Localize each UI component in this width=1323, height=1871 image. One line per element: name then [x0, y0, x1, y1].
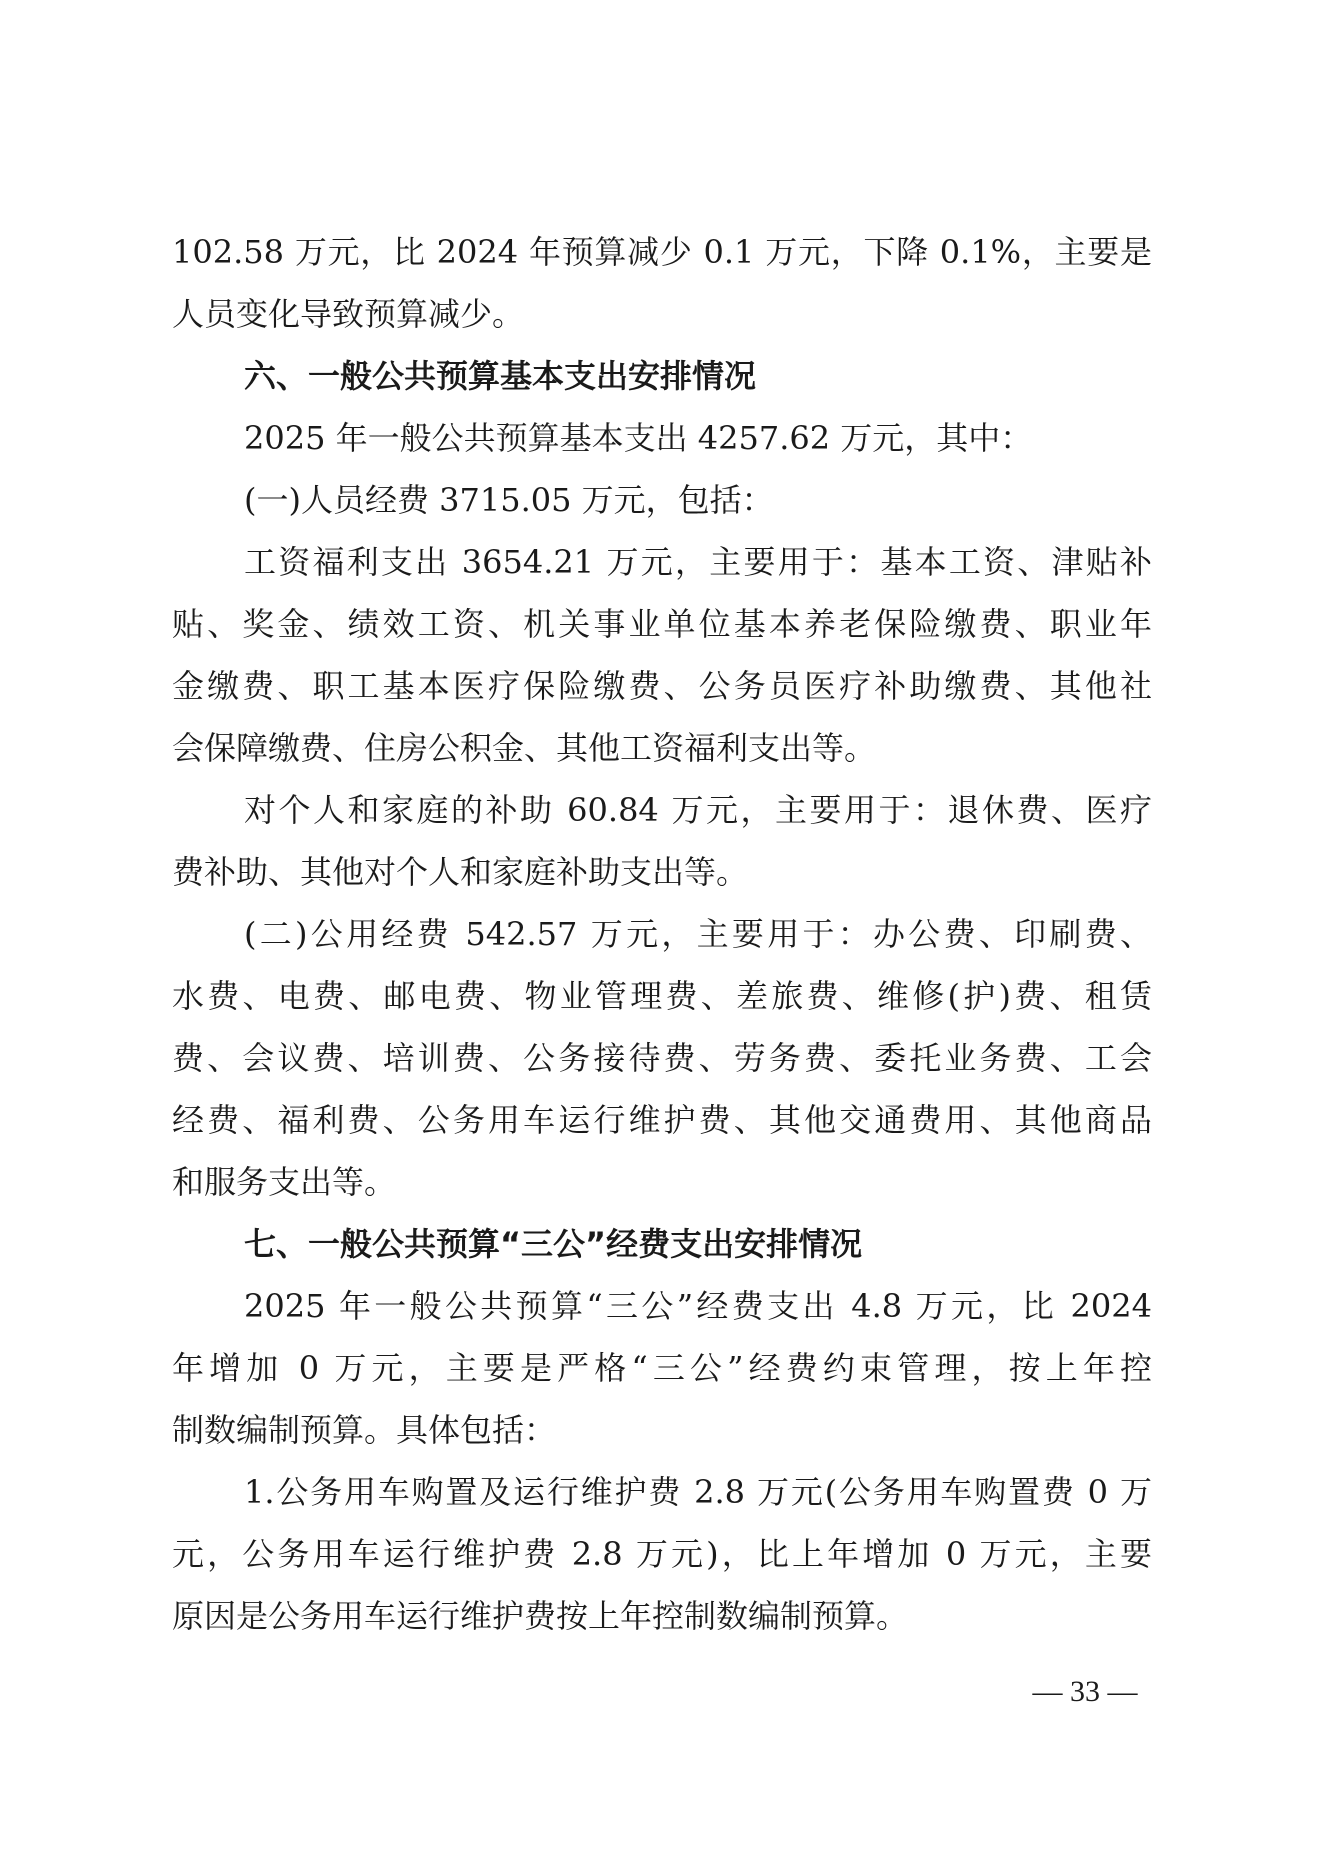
body-text-line: 1.公务用车购置及运行维护费 2.8 万元(公务用车购置费 0 万 [244, 1473, 1152, 1511]
body-text-line: 费补助、其他对个人和家庭补助支出等。 [172, 853, 749, 891]
body-text-line: 会保障缴费、住房公积金、其他工资福利支出等。 [172, 729, 877, 767]
body-text-line: 对个人和家庭的补助 60.84 万元，主要用于：退休费、医疗 [244, 791, 1152, 829]
body-text-line: 2025 年一般公共预算基本支出 4257.62 万元，其中： [244, 419, 1033, 457]
body-text-line: 102.58 万元，比 2024 年预算减少 0.1 万元，下降 0.1%，主要是 [172, 233, 1152, 271]
body-text-line: 年增加 0 万元，主要是严格“三公”经费约束管理，按上年控 [172, 1349, 1152, 1387]
body-text-line: 贴、奖金、绩效工资、机关事业单位基本养老保险缴费、职业年 [172, 605, 1152, 643]
body-text-line: (二)公用经费 542.57 万元，主要用于：办公费、印刷费、 [244, 915, 1152, 953]
body-text-line: 原因是公务用车运行维护费按上年控制数编制预算。 [172, 1597, 909, 1635]
page-number: — 33 — [1032, 1675, 1138, 1708]
body-text-line: 金缴费、职工基本医疗保险缴费、公务员医疗补助缴费、其他社 [172, 667, 1152, 705]
body-text-line: 元，公务用车运行维护费 2.8 万元)，比上年增加 0 万元，主要 [172, 1535, 1152, 1573]
body-text-line: 制数编制预算。具体包括： [172, 1411, 557, 1449]
section-heading-7: 七、一般公共预算“三公”经费支出安排情况 [244, 1225, 863, 1263]
body-text-line: 和服务支出等。 [172, 1163, 397, 1201]
body-text-line: 2025 年一般公共预算“三公”经费支出 4.8 万元，比 2024 [244, 1287, 1152, 1325]
body-text-line: 人员变化导致预算减少。 [172, 295, 525, 333]
body-text-line: 经费、福利费、公务用车运行维护费、其他交通费用、其他商品 [172, 1101, 1152, 1139]
section-heading-6: 六、一般公共预算基本支出安排情况 [244, 357, 757, 395]
body-text-line: (一)人员经费 3715.05 万元，包括： [244, 481, 774, 519]
body-text-line: 水费、电费、邮电费、物业管理费、差旅费、维修(护)费、租赁 [172, 977, 1152, 1015]
body-text-line: 工资福利支出 3654.21 万元，主要用于：基本工资、津贴补 [244, 543, 1152, 581]
body-text-line: 费、会议费、培训费、公务接待费、劳务费、委托业务费、工会 [172, 1039, 1152, 1077]
